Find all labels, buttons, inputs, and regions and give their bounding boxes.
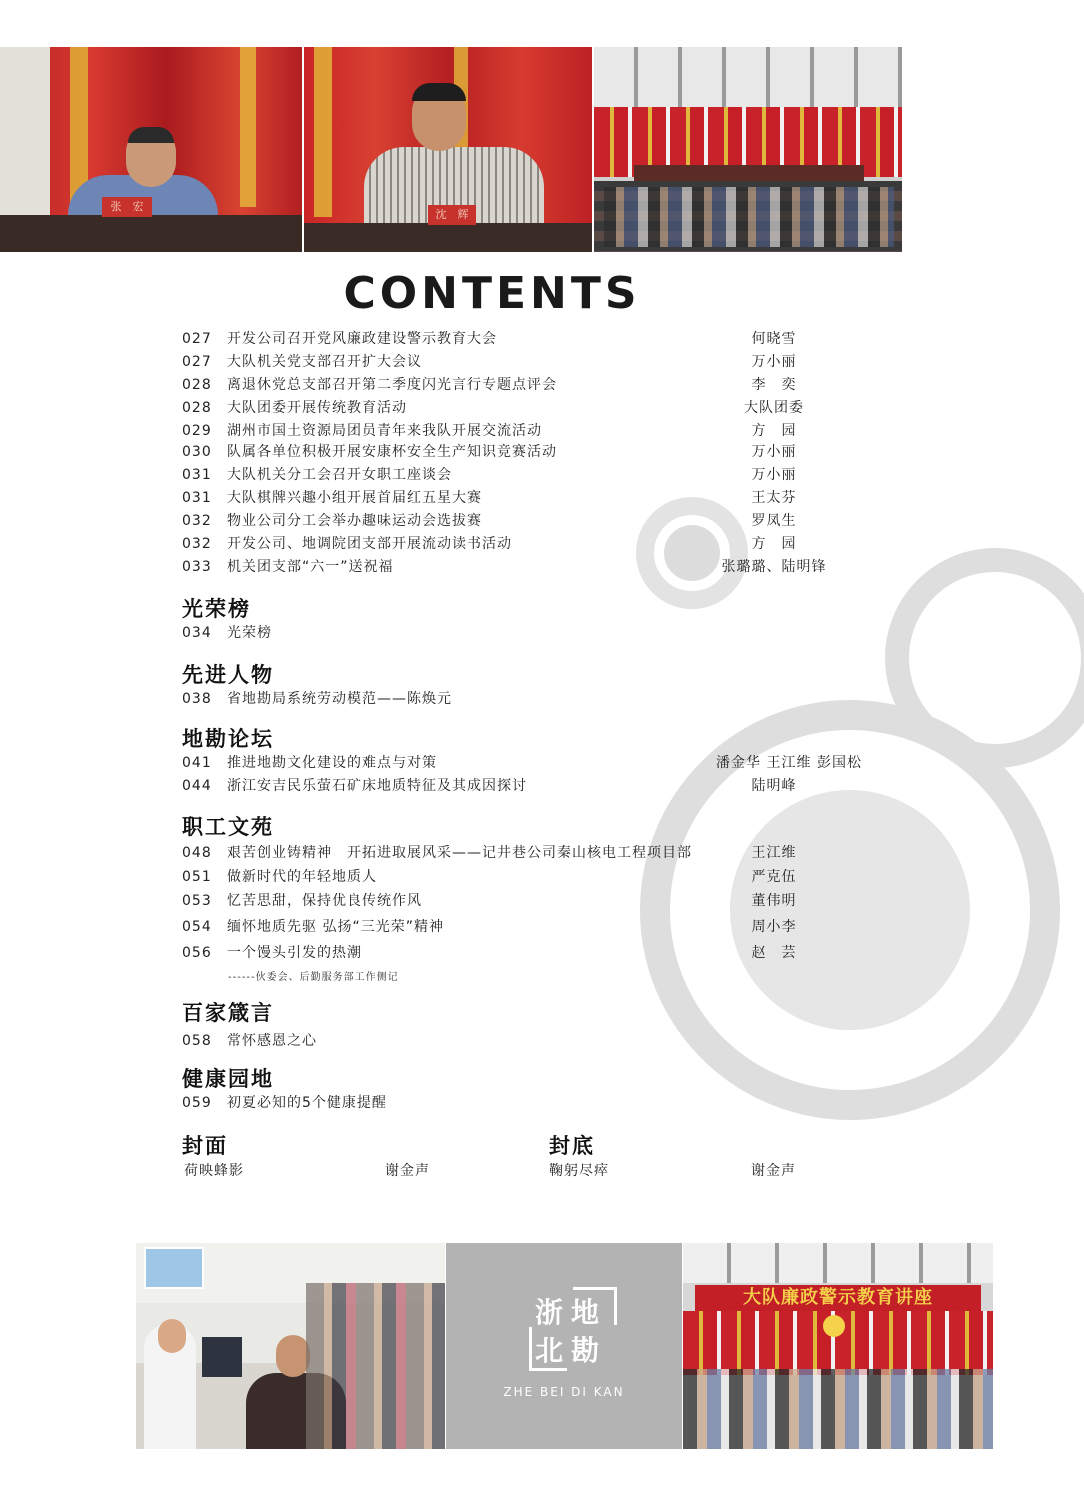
entry-author: 陆明峰: [751, 778, 797, 794]
entry-title: 艰苦创业铸精神 开拓进取展风采——记井巷公司秦山核电工程项目部: [227, 845, 692, 861]
entry-title: 光荣榜: [227, 625, 272, 641]
page-number: 032: [182, 513, 212, 529]
logo-mark: [533, 1291, 613, 1371]
entry-title: 队属各单位积极开展安康杯安全生产知识竞赛活动: [227, 444, 557, 460]
page-number: 048: [182, 845, 212, 861]
page-number: 053: [182, 893, 212, 909]
lecture-banner: 大队廉政警示教育讲座: [695, 1285, 981, 1311]
section-heading-health: 健康园地: [182, 1067, 274, 1091]
entry-author: 王太芬: [751, 490, 797, 506]
entry-author: 赵 芸: [751, 945, 797, 961]
logo-panel: [446, 1243, 682, 1449]
entry-title: 做新时代的年轻地质人: [227, 869, 377, 885]
page-number: 056: [182, 945, 212, 961]
section-heading-advanced-people: 先进人物: [182, 663, 274, 687]
entry-title: 一个馒头引发的热潮: [227, 945, 362, 961]
entry-author: 万小丽: [751, 354, 797, 370]
entry-author: 何晓雪: [751, 331, 797, 347]
entry-author: 李 奕: [751, 377, 797, 393]
page-number: 029: [182, 423, 212, 439]
photo-meeting-hall: [594, 47, 902, 252]
entry-title: 开发公司、地调院团支部开展流动读书活动: [227, 536, 512, 552]
page-number: 054: [182, 919, 212, 935]
entry-title: 忆苦思甜，保持优良传统作风: [227, 893, 422, 909]
page-number: 031: [182, 467, 212, 483]
entry-author: 万小丽: [751, 467, 797, 483]
entry-author: 大队团委: [744, 400, 804, 416]
entry-title: 离退休党总支部召开第二季度闪光言行专题点评会: [227, 377, 557, 393]
entry-author: 罗凤生: [751, 513, 797, 529]
entry-author: 潘金华 王江维 彭国松: [716, 755, 862, 771]
entry-title: 机关团支部“六一”送祝福: [227, 559, 394, 575]
page-number: 028: [182, 377, 212, 393]
section-heading-staff-literature: 职工文苑: [182, 815, 274, 839]
logo-char: 勘: [571, 1334, 600, 1367]
photo-speaker-middle: [304, 47, 592, 252]
logo-char: 浙: [535, 1296, 564, 1329]
entry-title: 大队机关党支部召开扩大会议: [227, 354, 422, 370]
photo-speaker-left: [0, 47, 302, 252]
entry-title: 开发公司召开党风廉政建设警示教育大会: [227, 331, 497, 347]
photo-health-check: [136, 1243, 445, 1449]
contents-title: CONTENTS: [343, 268, 641, 319]
section-heading-maxims: 百家箴言: [182, 1001, 274, 1025]
entry-title: 省地勘局系统劳动模范——陈焕元: [227, 691, 452, 707]
logo-char: 北: [535, 1334, 564, 1367]
entry-author: 方 园: [751, 423, 797, 439]
entry-title: 常怀感恩之心: [227, 1033, 317, 1049]
entry-title: 缅怀地质先驱 弘扬“三光荣”精神: [227, 919, 444, 935]
page-number: 051: [182, 869, 212, 885]
page-number: 038: [182, 691, 212, 707]
page-number: 041: [182, 755, 212, 771]
entry-title: 湖州市国土资源局团员青年来我队开展交流活动: [227, 423, 542, 439]
entry-title: 大队棋牌兴趣小组开展首届红五星大赛: [227, 490, 482, 506]
entry-author: 周小李: [751, 919, 797, 935]
page-number: 033: [182, 559, 212, 575]
page-number: 028: [182, 400, 212, 416]
entry-author: 王江维: [751, 845, 797, 861]
back-cover-title: 鞠躬尽瘁: [549, 1163, 609, 1179]
back-cover-heading: 封底: [549, 1134, 595, 1158]
entry-author: 董伟明: [751, 893, 797, 909]
page-number: 034: [182, 625, 212, 641]
entry-title: 推进地勘文化建设的难点与对策: [227, 755, 437, 771]
entry-title: 大队团委开展传统教育活动: [227, 400, 407, 416]
page-number: 031: [182, 490, 212, 506]
page-number: 030: [182, 444, 212, 460]
entry-author: 张璐璐、陆明锋: [721, 559, 827, 575]
section-heading-honor-roll: 光荣榜: [182, 597, 251, 621]
front-cover-author: 谢金声: [385, 1163, 430, 1179]
page-number: 044: [182, 778, 212, 794]
entry-author: 万小丽: [751, 444, 797, 460]
front-cover-title: 荷映蜂影: [184, 1163, 244, 1179]
page-number: 027: [182, 354, 212, 370]
entry-author: 严克伍: [751, 869, 797, 885]
front-cover-heading: 封面: [182, 1134, 228, 1158]
page-number: 059: [182, 1095, 212, 1111]
logo-pinyin: ZHE BEI DI KAN: [503, 1385, 625, 1399]
photo-lecture-hall: [683, 1243, 993, 1449]
logo-char: 地: [571, 1296, 600, 1329]
back-cover-author: 谢金声: [751, 1163, 796, 1179]
page-number: 058: [182, 1033, 212, 1049]
entry-title: 浙江安吉民乐萤石矿床地质特征及其成因探讨: [227, 778, 527, 794]
section-heading-forum: 地勘论坛: [182, 727, 274, 751]
entry-subtitle: ------伙委会、后勤服务部工作侧记: [228, 972, 399, 983]
entry-title: 物业公司分工会举办趣味运动会选拔赛: [227, 513, 482, 529]
entry-title: 初夏必知的5个健康提醒: [227, 1095, 387, 1111]
entry-author: 方 园: [751, 536, 797, 552]
page-number: 032: [182, 536, 212, 552]
page-number: 027: [182, 331, 212, 347]
nameplate-left: 张 宏: [102, 197, 152, 217]
nameplate-middle: 沈 辉: [428, 205, 476, 225]
entry-title: 大队机关分工会召开女职工座谈会: [227, 467, 452, 483]
